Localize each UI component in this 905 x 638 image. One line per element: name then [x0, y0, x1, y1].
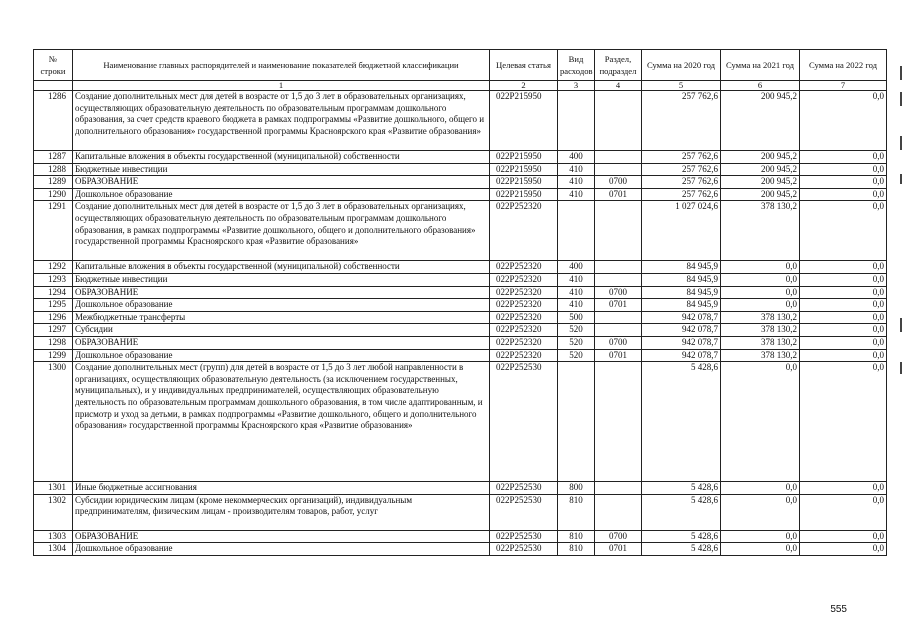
row-sum-2021: 0,0 [721, 299, 800, 312]
row-sum-2021: 378 130,2 [721, 336, 800, 349]
row-number: 1293 [34, 273, 73, 286]
row-sum-2021: 378 130,2 [721, 349, 800, 362]
row-sum-2022: 0,0 [800, 273, 887, 286]
row-expense-type: 410 [558, 188, 595, 201]
row-target-code: 022Р215950 [490, 163, 558, 176]
row-name: Дошкольное образование [73, 349, 490, 362]
row-target-code: 022Р252320 [490, 336, 558, 349]
row-expense-type: 520 [558, 336, 595, 349]
row-section [595, 324, 642, 337]
row-target-code: 022Р252320 [490, 273, 558, 286]
row-sum-2020: 5 428,6 [642, 543, 721, 556]
row-sum-2020: 257 762,6 [642, 163, 721, 176]
row-sum-2022: 0,0 [800, 362, 887, 482]
row-name: ОБРАЗОВАНИЕ [73, 286, 490, 299]
row-target-code: 022Р252320 [490, 261, 558, 274]
row-number: 1299 [34, 349, 73, 362]
row-name: Создание дополнительных мест для детей в возрасте от 1,5 до 3 лет в образовательных организациях, осуществляющих образовательную деятельность по образовательным программам дошкольного образования, в рамках подпрограммы «Развитие дошкольного, общего и дополнительного образования» государственной программы Красноярского края «Развитие образования» [73, 201, 490, 261]
row-name: Дошкольное образование [73, 188, 490, 201]
row-name: Иные бюджетные ассигнования [73, 482, 490, 495]
row-number: 1301 [34, 482, 73, 495]
row-number: 1302 [34, 494, 73, 530]
row-expense-type [558, 201, 595, 261]
row-sum-2021: 0,0 [721, 543, 800, 556]
row-sum-2022: 0,0 [800, 311, 887, 324]
row-expense-type: 410 [558, 286, 595, 299]
row-name: Субсидии юридическим лицам (кроме некоммерческих организаций), индивидуальным предпринимателям, физическим лицам - производителям товаров, работ, услуг [73, 494, 490, 530]
row-expense-type [558, 362, 595, 482]
row-expense-type: 410 [558, 273, 595, 286]
row-number: 1286 [34, 91, 73, 151]
row-number: 1289 [34, 176, 73, 189]
row-target-code: 022Р252320 [490, 286, 558, 299]
table-row [34, 362, 887, 482]
row-sum-2021: 378 130,2 [721, 201, 800, 261]
row-number: 1294 [34, 286, 73, 299]
row-number: 1298 [34, 336, 73, 349]
row-sum-2021: 200 945,2 [721, 176, 800, 189]
row-sum-2022: 0,0 [800, 286, 887, 299]
row-target-code: 022Р215950 [490, 176, 558, 189]
row-sum-2020: 257 762,6 [642, 188, 721, 201]
row-sum-2020: 257 762,6 [642, 91, 721, 151]
row-target-code: 022Р215950 [490, 91, 558, 151]
row-sum-2020: 942 078,7 [642, 336, 721, 349]
row-sum-2021: 0,0 [721, 530, 800, 543]
row-sum-2022: 0,0 [800, 543, 887, 556]
column-index [34, 81, 73, 91]
row-number: 1287 [34, 151, 73, 164]
row-number: 1303 [34, 530, 73, 543]
row-number: 1288 [34, 163, 73, 176]
row-expense-type: 400 [558, 261, 595, 274]
row-sum-2020: 84 945,9 [642, 273, 721, 286]
scan-edge-mark [900, 136, 902, 150]
row-name: ОБРАЗОВАНИЕ [73, 336, 490, 349]
row-section: 0700 [595, 286, 642, 299]
scan-edge-mark [900, 92, 902, 106]
row-section: 0701 [595, 349, 642, 362]
row-sum-2021: 0,0 [721, 494, 800, 530]
header-sum-2021: Сумма на 2021 год [721, 50, 800, 81]
scan-edge-mark [900, 66, 902, 80]
row-target-code: 022Р252530 [490, 530, 558, 543]
row-expense-type: 410 [558, 163, 595, 176]
header-sum-2022: Сумма на 2022 год [800, 50, 887, 81]
row-sum-2020: 5 428,6 [642, 530, 721, 543]
row-sum-2020: 84 945,9 [642, 299, 721, 312]
budget-sheet [33, 49, 887, 556]
table-row [34, 286, 887, 299]
row-sum-2022: 0,0 [800, 324, 887, 337]
header-sum-2020: Сумма на 2020 год [642, 50, 721, 81]
table-row [34, 176, 887, 189]
row-target-code: 022Р252320 [490, 201, 558, 261]
budget-table [33, 49, 887, 556]
row-number: 1295 [34, 299, 73, 312]
row-sum-2022: 0,0 [800, 530, 887, 543]
row-section: 0701 [595, 299, 642, 312]
row-sum-2021: 378 130,2 [721, 324, 800, 337]
row-sum-2022: 0,0 [800, 261, 887, 274]
row-sum-2020: 942 078,7 [642, 324, 721, 337]
table-row [34, 311, 887, 324]
row-sum-2022: 0,0 [800, 176, 887, 189]
row-sum-2022: 0,0 [800, 163, 887, 176]
row-target-code: 022Р252320 [490, 299, 558, 312]
row-expense-type: 810 [558, 494, 595, 530]
scan-edge-mark [900, 362, 902, 374]
row-target-code: 022Р215950 [490, 151, 558, 164]
row-sum-2021: 378 130,2 [721, 311, 800, 324]
row-expense-type: 520 [558, 349, 595, 362]
row-section [595, 273, 642, 286]
row-sum-2021: 200 945,2 [721, 163, 800, 176]
row-sum-2021: 0,0 [721, 482, 800, 495]
row-name: Капитальные вложения в объекты государственной (муниципальной) собственности [73, 151, 490, 164]
row-target-code: 022Р215950 [490, 188, 558, 201]
row-expense-type: 500 [558, 311, 595, 324]
table-row [34, 91, 887, 151]
header-section: Раздел, подраздел [595, 50, 642, 81]
row-section: 0701 [595, 188, 642, 201]
row-section: 0700 [595, 336, 642, 349]
row-sum-2021: 200 945,2 [721, 91, 800, 151]
row-expense-type: 800 [558, 482, 595, 495]
column-index: 4 [595, 81, 642, 91]
row-section [595, 311, 642, 324]
column-index: 3 [558, 81, 595, 91]
row-target-code: 022Р252530 [490, 362, 558, 482]
row-sum-2021: 0,0 [721, 362, 800, 482]
row-number: 1297 [34, 324, 73, 337]
row-expense-type: 810 [558, 530, 595, 543]
row-name: ОБРАЗОВАНИЕ [73, 176, 490, 189]
column-index: 5 [642, 81, 721, 91]
row-target-code: 022Р252530 [490, 494, 558, 530]
row-expense-type: 810 [558, 543, 595, 556]
header-name: Наименование главных распорядителей и наименование показателей бюджетной классификации [73, 50, 490, 81]
page-number: 555 [830, 604, 847, 615]
table-row [34, 163, 887, 176]
row-sum-2020: 84 945,9 [642, 286, 721, 299]
row-expense-type: 410 [558, 299, 595, 312]
row-sum-2021: 0,0 [721, 273, 800, 286]
row-expense-type [558, 91, 595, 151]
row-expense-type: 400 [558, 151, 595, 164]
table-row [34, 543, 887, 556]
row-section [595, 494, 642, 530]
row-name: Дошкольное образование [73, 543, 490, 556]
row-target-code: 022Р252530 [490, 482, 558, 495]
table-header-row [34, 50, 887, 81]
row-section [595, 482, 642, 495]
row-target-code: 022Р252320 [490, 349, 558, 362]
scan-edge-mark [900, 318, 902, 332]
row-expense-type: 520 [558, 324, 595, 337]
row-name: Создание дополнительных мест для детей в возрасте от 1,5 до 3 лет в образовательных организациях, осуществляющих образовательную деятельность по образовательным программам дошкольного образования, за счет средств краевого бюджета в рамках подпрограммы «Развитие дошкольного, общего и дополнительного образования» государственной программы Красноярского края «Развитие образования» [73, 91, 490, 151]
table-row [34, 482, 887, 495]
table-row [34, 494, 887, 530]
row-name: ОБРАЗОВАНИЕ [73, 530, 490, 543]
table-row [34, 201, 887, 261]
row-sum-2020: 257 762,6 [642, 151, 721, 164]
row-section [595, 201, 642, 261]
row-sum-2020: 84 945,9 [642, 261, 721, 274]
row-sum-2022: 0,0 [800, 336, 887, 349]
row-section [595, 91, 642, 151]
row-sum-2022: 0,0 [800, 201, 887, 261]
row-sum-2021: 0,0 [721, 261, 800, 274]
row-sum-2020: 5 428,6 [642, 482, 721, 495]
row-section: 0700 [595, 176, 642, 189]
table-row [34, 336, 887, 349]
row-sum-2020: 5 428,6 [642, 494, 721, 530]
row-target-code: 022Р252530 [490, 543, 558, 556]
column-index: 1 [73, 81, 490, 91]
row-section [595, 151, 642, 164]
table-row [34, 299, 887, 312]
row-sum-2020: 257 762,6 [642, 176, 721, 189]
row-section: 0701 [595, 543, 642, 556]
table-row [34, 188, 887, 201]
row-name: Капитальные вложения в объекты государственной (муниципальной) собственности [73, 261, 490, 274]
column-index-row [34, 81, 887, 91]
row-sum-2022: 0,0 [800, 151, 887, 164]
row-sum-2021: 200 945,2 [721, 188, 800, 201]
row-number: 1296 [34, 311, 73, 324]
header-type: Вид расходов [558, 50, 595, 81]
row-sum-2022: 0,0 [800, 349, 887, 362]
column-index: 6 [721, 81, 800, 91]
row-name: Субсидии [73, 324, 490, 337]
table-row [34, 273, 887, 286]
row-target-code: 022Р252320 [490, 311, 558, 324]
row-sum-2022: 0,0 [800, 188, 887, 201]
row-sum-2022: 0,0 [800, 482, 887, 495]
row-number: 1291 [34, 201, 73, 261]
header-row-no: № строки [34, 50, 73, 81]
row-number: 1292 [34, 261, 73, 274]
column-index: 7 [800, 81, 887, 91]
row-section [595, 163, 642, 176]
row-sum-2021: 0,0 [721, 286, 800, 299]
row-section: 0700 [595, 530, 642, 543]
column-index: 2 [490, 81, 558, 91]
table-row [34, 151, 887, 164]
row-sum-2020: 1 027 024,6 [642, 201, 721, 261]
scan-edge-mark [900, 174, 902, 184]
row-name: Создание дополнительных мест (групп) для детей в возрасте от 1,5 до 3 лет любой направленности в организациях, осуществляющих образовательную деятельность (за исключением государственных, муниципальных), и у индивидуальных предпринимателей, осуществляющих образовательную деятельность по образовательным программам дошкольного образования, в том числе адаптированным, и присмотр и уход за детьми, в рамках подпрограммы «Развитие дошкольного, общего и дополнительного образования» государственной программы Красноярского края «Развитие образования» [73, 362, 490, 482]
header-target: Целевая статья [490, 50, 558, 81]
row-name: Бюджетные инвестиции [73, 163, 490, 176]
row-section [595, 261, 642, 274]
table-row [34, 530, 887, 543]
row-sum-2022: 0,0 [800, 299, 887, 312]
row-section [595, 362, 642, 482]
table-row [34, 349, 887, 362]
row-sum-2021: 200 945,2 [721, 151, 800, 164]
row-sum-2022: 0,0 [800, 91, 887, 151]
row-sum-2020: 942 078,7 [642, 311, 721, 324]
row-target-code: 022Р252320 [490, 324, 558, 337]
row-sum-2020: 942 078,7 [642, 349, 721, 362]
row-name: Дошкольное образование [73, 299, 490, 312]
table-row [34, 261, 887, 274]
row-sum-2020: 5 428,6 [642, 362, 721, 482]
row-number: 1300 [34, 362, 73, 482]
row-number: 1290 [34, 188, 73, 201]
row-expense-type: 410 [558, 176, 595, 189]
row-name: Межбюджетные трансферты [73, 311, 490, 324]
row-number: 1304 [34, 543, 73, 556]
row-sum-2022: 0,0 [800, 494, 887, 530]
table-row [34, 324, 887, 337]
row-name: Бюджетные инвестиции [73, 273, 490, 286]
